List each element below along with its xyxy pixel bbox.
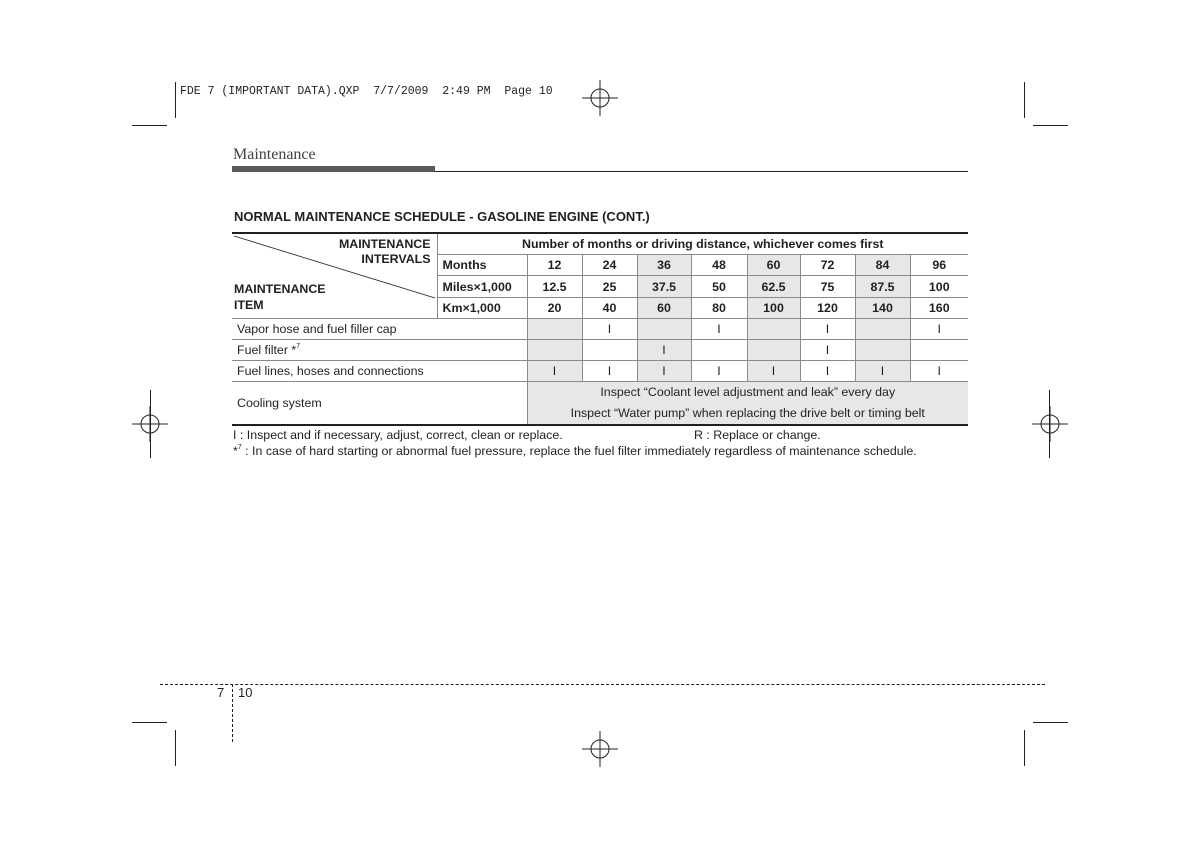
months-cell: 60 bbox=[747, 255, 800, 276]
registration-mark-icon bbox=[132, 406, 168, 442]
cooling-instructions bbox=[527, 382, 968, 426]
page-number: 10 bbox=[238, 685, 253, 700]
miles-cell: 37.5 bbox=[637, 276, 691, 297]
miles-cell: 50 bbox=[691, 276, 747, 297]
table-row bbox=[232, 382, 968, 426]
registration-mark-icon bbox=[1032, 406, 1068, 442]
months-cell: 48 bbox=[691, 255, 747, 276]
crop-mark bbox=[1024, 730, 1025, 766]
table-header-row bbox=[232, 233, 968, 255]
months-cell: 36 bbox=[637, 255, 691, 276]
item-label: Cooling system bbox=[232, 382, 527, 426]
schedule-cell: I bbox=[527, 361, 582, 382]
maintenance-schedule-table bbox=[232, 232, 968, 426]
miles-label: Miles×1,000 bbox=[437, 276, 527, 297]
item-label: Vapor hose and fuel filler cap bbox=[232, 319, 527, 340]
miles-cell: 12.5 bbox=[527, 276, 582, 297]
footer-rule bbox=[160, 684, 1045, 685]
footnote-text: : In case of hard starting or abnormal fuel pressure, replace the fuel filter immediately regardless of maintenance schedule. bbox=[241, 444, 917, 458]
section-title-rule bbox=[435, 171, 968, 172]
item-label bbox=[232, 340, 527, 361]
section-title: Maintenance bbox=[233, 146, 316, 163]
legend-inspect: I : Inspect and if necessary, adjust, correct, clean or replace. bbox=[233, 428, 563, 442]
schedule-cell: I bbox=[855, 361, 910, 382]
months-cell: 24 bbox=[582, 255, 637, 276]
km-cell: 140 bbox=[855, 297, 910, 318]
months-cell: 12 bbox=[527, 255, 582, 276]
km-cell: 80 bbox=[691, 297, 747, 318]
miles-cell: 87.5 bbox=[855, 276, 910, 297]
print-slug: FDE 7 (IMPORTANT DATA).QXP 7/7/2009 2:49 PM Page 10 bbox=[180, 85, 553, 98]
item-label-text: Fuel filter * bbox=[237, 343, 297, 357]
schedule-cell bbox=[527, 340, 582, 361]
km-cell: 40 bbox=[582, 297, 637, 318]
footnote-mark: * bbox=[233, 444, 238, 458]
months-cell: 72 bbox=[800, 255, 855, 276]
schedule-cell: I bbox=[582, 319, 637, 340]
schedule-cell: I bbox=[637, 361, 691, 382]
schedule-cell bbox=[747, 340, 800, 361]
km-cell: 60 bbox=[637, 297, 691, 318]
section-title-bar bbox=[232, 166, 435, 172]
crop-mark bbox=[1033, 125, 1068, 126]
miles-cell: 62.5 bbox=[747, 276, 800, 297]
schedule-cell: I bbox=[800, 319, 855, 340]
schedule-cell bbox=[855, 340, 910, 361]
schedule-cell: I bbox=[582, 361, 637, 382]
schedule-cell: I bbox=[800, 361, 855, 382]
schedule-cell: I bbox=[800, 340, 855, 361]
table-row bbox=[232, 361, 968, 382]
registration-mark-icon bbox=[582, 731, 618, 767]
corner-intervals-label-1: MAINTENANCE bbox=[338, 237, 431, 251]
miles-cell: 25 bbox=[582, 276, 637, 297]
chapter-number: 7 bbox=[217, 685, 225, 700]
corner-item-label-2: ITEM bbox=[234, 298, 264, 312]
schedule-cell bbox=[637, 319, 691, 340]
km-cell: 20 bbox=[527, 297, 582, 318]
km-label: Km×1,000 bbox=[437, 297, 527, 318]
months-cell: 84 bbox=[855, 255, 910, 276]
registration-mark-icon bbox=[582, 80, 618, 116]
schedule-cell: I bbox=[691, 319, 747, 340]
cooling-instruction-1: Inspect “Coolant level adjustment and leak” every day bbox=[600, 385, 896, 399]
crop-mark bbox=[132, 722, 167, 723]
km-cell: 120 bbox=[800, 297, 855, 318]
table-corner-cell bbox=[232, 233, 437, 319]
corner-item-label-1: MAINTENANCE bbox=[234, 282, 326, 296]
miles-cell: 100 bbox=[910, 276, 968, 297]
schedule-cell: I bbox=[910, 361, 968, 382]
schedule-cell: I bbox=[910, 319, 968, 340]
corner-intervals-label-2: INTERVALS bbox=[361, 252, 431, 266]
km-cell: 100 bbox=[747, 297, 800, 318]
footnote-ref: 7 bbox=[296, 343, 301, 350]
legend-replace: R : Replace or change. bbox=[694, 428, 821, 442]
schedule-cell bbox=[747, 319, 800, 340]
crop-mark bbox=[132, 125, 167, 126]
schedule-cell: I bbox=[747, 361, 800, 382]
crop-mark bbox=[175, 730, 176, 766]
table-row bbox=[232, 340, 968, 361]
schedule-cell bbox=[855, 319, 910, 340]
crop-mark bbox=[1024, 82, 1025, 118]
schedule-cell: I bbox=[637, 340, 691, 361]
footnote-number: 7 bbox=[237, 444, 242, 451]
months-cell: 96 bbox=[910, 255, 968, 276]
months-label: Months bbox=[437, 255, 527, 276]
schedule-cell: I bbox=[691, 361, 747, 382]
item-label: Fuel lines, hoses and connections bbox=[232, 361, 527, 382]
km-cell: 160 bbox=[910, 297, 968, 318]
schedule-cell bbox=[910, 340, 968, 361]
schedule-cell bbox=[527, 319, 582, 340]
table-title: NORMAL MAINTENANCE SCHEDULE - GASOLINE ENGINE (CONT.) bbox=[234, 209, 650, 224]
schedule-cell bbox=[691, 340, 747, 361]
crop-mark bbox=[175, 82, 176, 118]
crop-mark bbox=[1033, 722, 1068, 723]
footnote bbox=[233, 444, 917, 458]
cooling-instruction-2: Inspect “Water pump” when replacing the drive belt or timing belt bbox=[570, 406, 925, 420]
miles-cell: 75 bbox=[800, 276, 855, 297]
interval-span-header: Number of months or driving distance, whichever comes first bbox=[437, 233, 968, 255]
table-row bbox=[232, 319, 968, 340]
schedule-cell bbox=[582, 340, 637, 361]
footer-divider bbox=[232, 684, 233, 742]
